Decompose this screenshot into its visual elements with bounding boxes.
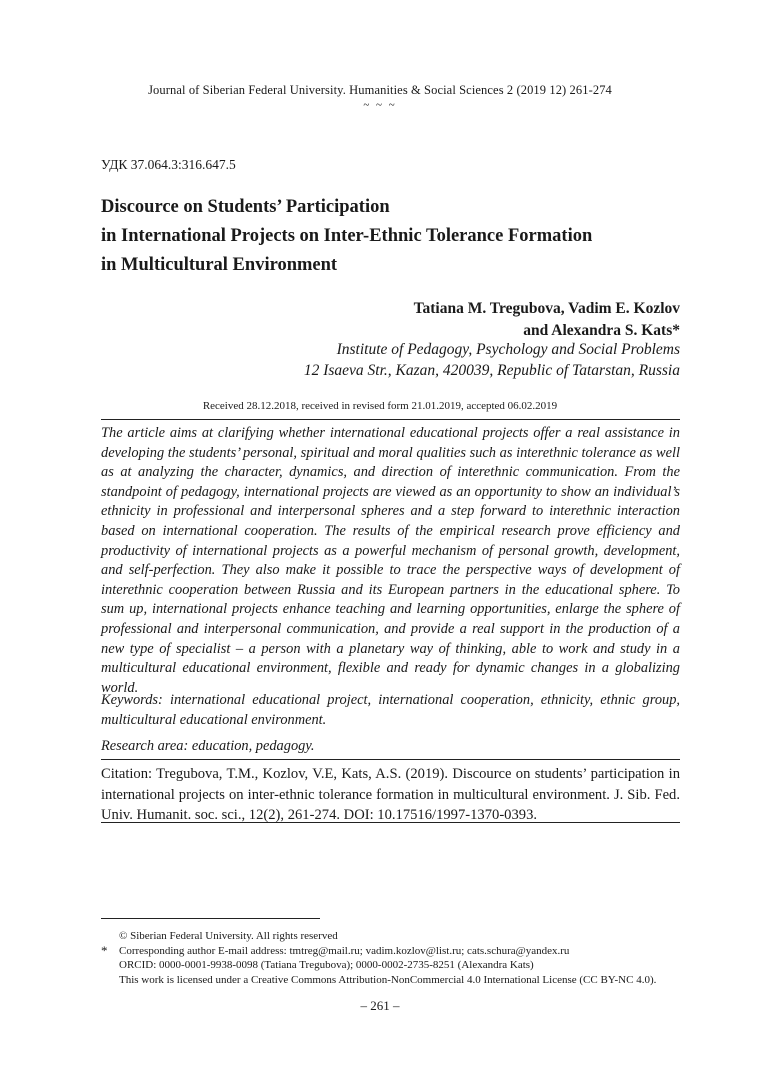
citation-bottom-rule [101, 822, 680, 823]
footnotes [119, 929, 699, 987]
footnote-star: * [101, 943, 108, 958]
citation-top-rule [101, 759, 680, 760]
authors [414, 298, 680, 342]
article-title [101, 193, 701, 280]
affiliation-line-1: Institute of Pedagogy, Psychology and Social Problems [336, 341, 680, 358]
received-dates: Received 28.12.2018, received in revised form 21.01.2019, accepted 06.02.2019 [202, 400, 558, 412]
title-line-2: in International Projects on Inter-Ethnic Tolerance Formation [101, 226, 593, 246]
journal-header: Journal of Siberian Federal University. Humanities & Social Sciences 2 (2019 12) 261-274 [148, 83, 612, 97]
footnote-corresponding: Corresponding author E-mail address: tmtreg@mail.ru; vadim.kozlov@list.ru; cats.schura@yandex.ru [119, 944, 570, 957]
authors-line-1: Tatiana M. Tregubova, Vadim E. Kozlov [413, 300, 680, 317]
header-separator: ~ ~ ~ [363, 99, 397, 111]
abstract: The article aims at clarifying whether international educational projects offer a real assistance in developing the students’ personal, spiritual and moral qualities such as interethnic tolerance as well as at analyzing the character, dynamics, and direction of interethnic communication. From the standpoint of pedagogy, international projects are viewed as an opportunity to show an individual’s ethnicity in professional and interpersonal spheres and a step forward to interethnic interaction based on international cooperation. The results of the empirical research prove efficiency and productivity of international projects as a powerful mechanism of personal growth, development, and self-perfection. They also make it possible to trace the perspective ways of development of interethnic cooperation between Russia and its European partners in the educational sphere. To sum up, international projects enhance teaching and learning opportunities, enlarge the sphere of professional and interpersonal communication, and provide a real support in the production of a new type of specialist – a person with a planetary way of thinking, able to work and study in a multicultural educational environment, flexible and ready for dynamic changes in a globalizing world. [101, 425, 680, 696]
udk-code: УДК 37.064.3:316.647.5 [101, 157, 236, 172]
page-number: – 261 – [360, 998, 400, 1013]
keywords: Keywords: international educational project, international cooperation, ethnicity, ethnic group, multicultural educational environment. [101, 692, 680, 728]
footnote-rule [101, 918, 320, 919]
title-line-3: in Multicultural Environment [101, 255, 338, 275]
footnote-license: This work is licensed under a Creative Commons Attribution-NonCommercial 4.0 International License (CC BY-NC 4.0). [119, 973, 657, 986]
authors-line-2: and Alexandra S. Kats* [523, 322, 680, 339]
title-line-1: Discource on Students’ Participation [101, 197, 390, 217]
footnote-copyright: © Siberian Federal University. All rights reserved [119, 930, 338, 942]
affiliation [304, 339, 680, 381]
affiliation-line-2: 12 Isaeva Str., Kazan, 420039, Republic of Tatarstan, Russia [303, 362, 680, 379]
abstract-top-rule [101, 419, 680, 420]
citation: Citation: Tregubova, T.M., Kozlov, V.E, Kats, A.S. (2019). Discource on students’ participation in international projects on inter-ethnic tolerance formation in multicultural environment. J. Sib. Fed. Univ. Humanit. soc. sci., 12(2), 261-274. DOI: 10.17516/1997-1370-0393. [101, 766, 680, 823]
research-area: Research area: education, pedagogy. [101, 738, 315, 754]
footnote-orcid: ORCID: 0000-0001-9938-0098 (Tatiana Tregubova); 0000-0002-2735-8251 (Alexandra Kats) [119, 959, 534, 971]
